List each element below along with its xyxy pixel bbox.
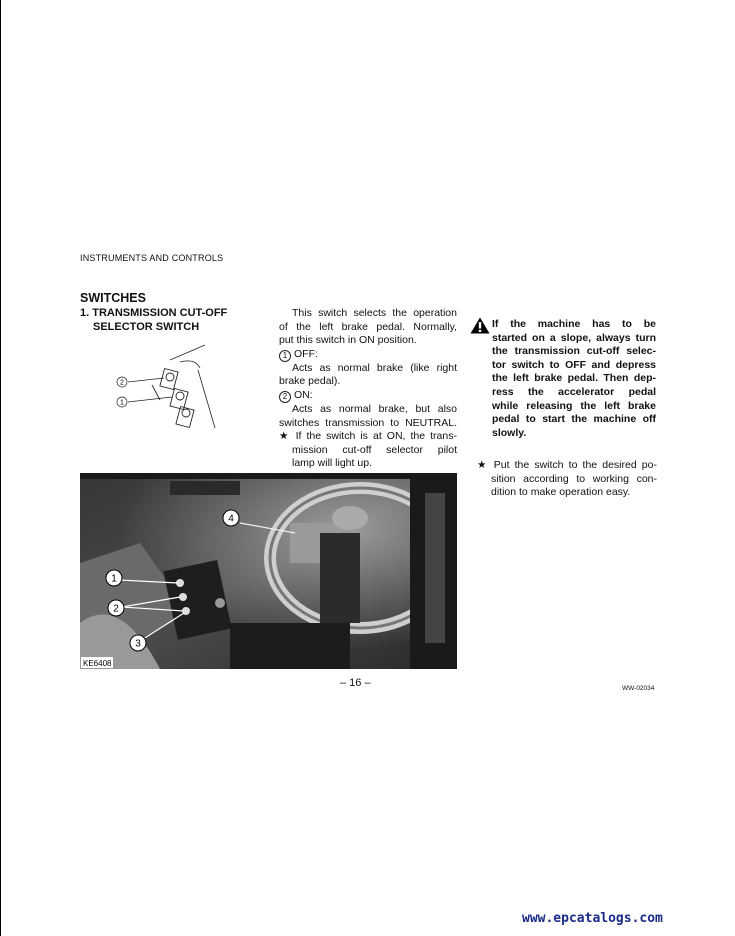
diagram-label-top: 2 [120, 379, 124, 387]
warning-line: pedal to start the machine off [492, 413, 656, 426]
desc-line: of the left brake pedal. Normally, [279, 320, 457, 333]
page-number: – 16 – [340, 677, 371, 689]
on-option [279, 389, 457, 403]
warning-line: the transmission cut-off selec- [492, 345, 656, 358]
warning-icon [470, 317, 490, 334]
photo-callout: 3 [135, 638, 141, 650]
subsection-heading [80, 306, 227, 334]
warning-line: slowly. [492, 426, 527, 439]
desc-line: put this switch in ON position. [279, 334, 417, 347]
warning-line: the left brake pedal. Then dep- [492, 372, 656, 385]
warning-line: If the machine has to be [492, 318, 656, 330]
off-label: OFF: [294, 347, 318, 360]
warning-block [470, 318, 656, 440]
star-note-line: lamp will light up. [292, 457, 372, 470]
off-desc-line: Acts as normal brake (like right [292, 361, 457, 374]
diagram-label-bottom: 1 [120, 399, 124, 407]
photo-callout: 4 [228, 513, 234, 525]
star-note-line: ★ If the switch is at ON, the trans- [279, 430, 457, 443]
photo-callout: 2 [113, 603, 119, 615]
warning-line: tor switch to OFF and depress [492, 358, 656, 371]
note-line: ★ Put the switch to the desired po- [477, 459, 657, 471]
note-line: dition to make operation easy. [491, 486, 631, 499]
option-number: 1 [279, 350, 291, 362]
cab-controls-photo [80, 473, 457, 669]
note-line: sition according to working con- [491, 472, 657, 485]
option-number: 2 [279, 391, 291, 403]
warning-line: while releasing the left brake [492, 399, 656, 412]
switch-description [279, 307, 457, 471]
page-edge [0, 0, 1, 936]
subsection-heading-line1: 1. TRANSMISSION CUT-OFF [80, 307, 228, 319]
on-label: ON: [294, 388, 313, 401]
photo-callout: 1 [111, 573, 117, 585]
on-desc-line: Acts as normal brake, but also [292, 402, 457, 415]
watermark: www.epcatalogs.com [522, 911, 663, 926]
switch-diagram [110, 340, 220, 440]
desc-line: This switch selects the operation [292, 307, 457, 319]
operation-note [477, 459, 657, 500]
warning-line: ress the accelerator pedal [492, 385, 656, 398]
star-note-line: mission cut-off selector pilot [292, 443, 457, 456]
section-header: INSTRUMENTS AND CONTROLS [80, 253, 224, 263]
photo-code: KE6408 [83, 659, 112, 668]
warning-line: started on a slope, always turn [492, 331, 656, 344]
reference-code: WW-02034 [622, 685, 655, 692]
switches-heading: SWITCHES [80, 291, 146, 305]
subsection-heading-line2: SELECTOR SWITCH [93, 321, 200, 333]
on-desc-line: switches transmission to NEUTRAL. [279, 416, 457, 429]
off-option [279, 348, 457, 362]
off-desc-line: brake pedal). [279, 375, 341, 388]
